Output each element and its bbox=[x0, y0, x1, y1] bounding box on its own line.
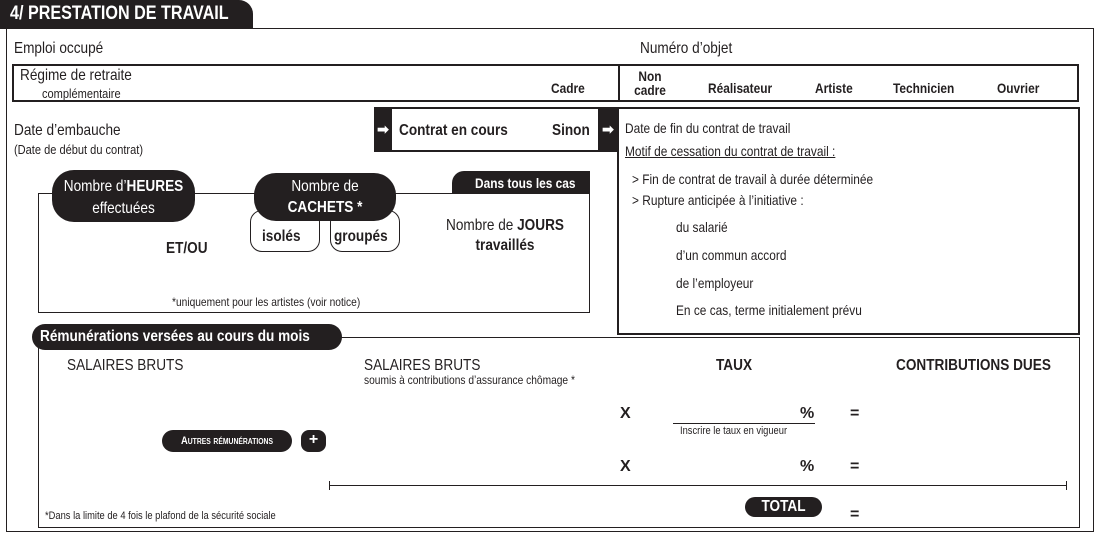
remu-note: *Dans la limite de 4 fois le plafond de la sécurité sociale bbox=[45, 510, 276, 522]
regime-noncadre[interactable]: cadre bbox=[634, 82, 666, 98]
fin-employeur-option[interactable]: de l’employeur bbox=[676, 275, 754, 291]
regime-non[interactable]: Non bbox=[638, 68, 662, 84]
cachets-label1: Nombre de bbox=[291, 178, 359, 195]
fin-cdd-option[interactable]: > Fin de contrat de travail à durée déterminée bbox=[632, 171, 874, 187]
taux-input-line[interactable] bbox=[673, 423, 815, 424]
taux-header: TAUX bbox=[716, 357, 753, 374]
arrow-right-icon: ➡ bbox=[598, 107, 618, 152]
equals-sign: = bbox=[850, 405, 860, 422]
contributions-header: CONTRIBUTIONS DUES bbox=[896, 357, 1051, 374]
heures-note: *uniquement pour les artistes (voir notice) bbox=[172, 295, 361, 309]
contrat-sinon: Sinon bbox=[552, 122, 590, 139]
salaires-bruts-soumis-header: SALAIRES BRUTS bbox=[364, 357, 481, 374]
regime-line1: Régime de retraite bbox=[20, 67, 132, 84]
tous-cas-label: Dans tous les cas bbox=[475, 175, 576, 191]
soumis-sub: soumis à contributions d’assurance chômage * bbox=[364, 373, 575, 387]
jours-label-bold: JOURS bbox=[517, 217, 564, 234]
arrow-right-icon: ➡ bbox=[374, 107, 392, 152]
multiply-sign: X bbox=[620, 458, 631, 475]
contrat-en-cours[interactable]: Contrat en cours bbox=[399, 122, 508, 139]
regime-technicien[interactable]: Technicien bbox=[893, 80, 955, 96]
etou-label: ET/OU bbox=[166, 240, 208, 257]
inscrire-label: Inscrire le taux en vigueur bbox=[680, 425, 788, 437]
jours-label bbox=[433, 217, 578, 235]
numero-label: Numéro d’objet bbox=[640, 40, 733, 57]
equals-sign: = bbox=[850, 458, 860, 475]
isoles-label: isolés bbox=[262, 228, 301, 245]
jours-label-pre: Nombre de bbox=[446, 217, 518, 234]
emploi-label: Emploi occupé bbox=[14, 40, 104, 57]
jours-label2: travaillés bbox=[475, 237, 535, 254]
fin-terme-label: En ce cas, terme initialement prévu bbox=[676, 302, 862, 318]
percent-sign: % bbox=[800, 458, 815, 475]
regime-cadre[interactable]: Cadre bbox=[551, 80, 585, 96]
heures-label-pre: Nombre d’ bbox=[63, 178, 127, 195]
heures-label bbox=[63, 178, 185, 196]
subtotal-rule-right-tick bbox=[1066, 481, 1067, 490]
embauche-label: Date d’embauche bbox=[14, 122, 121, 139]
autres-remunerations-label: Autres rémunérations bbox=[181, 435, 273, 447]
total-label: TOTAL bbox=[761, 498, 806, 515]
fin-motif-label: Motif de cessation du contrat de travail : bbox=[625, 143, 836, 159]
heures-label-bold: HEURES bbox=[126, 178, 184, 195]
subtotal-rule-left-tick bbox=[329, 481, 330, 490]
percent-sign: % bbox=[800, 405, 815, 422]
cachets-label2: CACHETS * bbox=[287, 199, 363, 216]
groupes-label: groupés bbox=[334, 228, 388, 245]
fin-date-label: Date de fin du contrat de travail bbox=[625, 120, 791, 136]
heures-label2: effectuées bbox=[92, 200, 155, 217]
section-title: 4/ PRESTATION DE TRAVAIL bbox=[10, 3, 229, 24]
regime-ouvrier[interactable]: Ouvrier bbox=[997, 80, 1040, 96]
regime-line2: complémentaire bbox=[42, 86, 121, 101]
equals-sign: = bbox=[850, 506, 860, 523]
plus-icon: + bbox=[308, 431, 319, 448]
remu-title: Rémunérations versées au cours du mois bbox=[40, 328, 310, 345]
salaires-bruts-header: SALAIRES BRUTS bbox=[67, 357, 184, 374]
fin-commun-option[interactable]: d’un commun accord bbox=[676, 247, 787, 263]
regime-realisateur[interactable]: Réalisateur bbox=[708, 80, 773, 96]
embauche-sub: (Date de début du contrat) bbox=[14, 142, 144, 157]
fin-salarie-option[interactable]: du salarié bbox=[676, 219, 728, 235]
subtotal-rule bbox=[329, 485, 1067, 486]
fin-rupture-label: > Rupture anticipée à l’initiative : bbox=[632, 192, 804, 208]
regime-divider bbox=[618, 64, 620, 102]
regime-artiste[interactable]: Artiste bbox=[815, 80, 853, 96]
multiply-sign: X bbox=[620, 405, 631, 422]
